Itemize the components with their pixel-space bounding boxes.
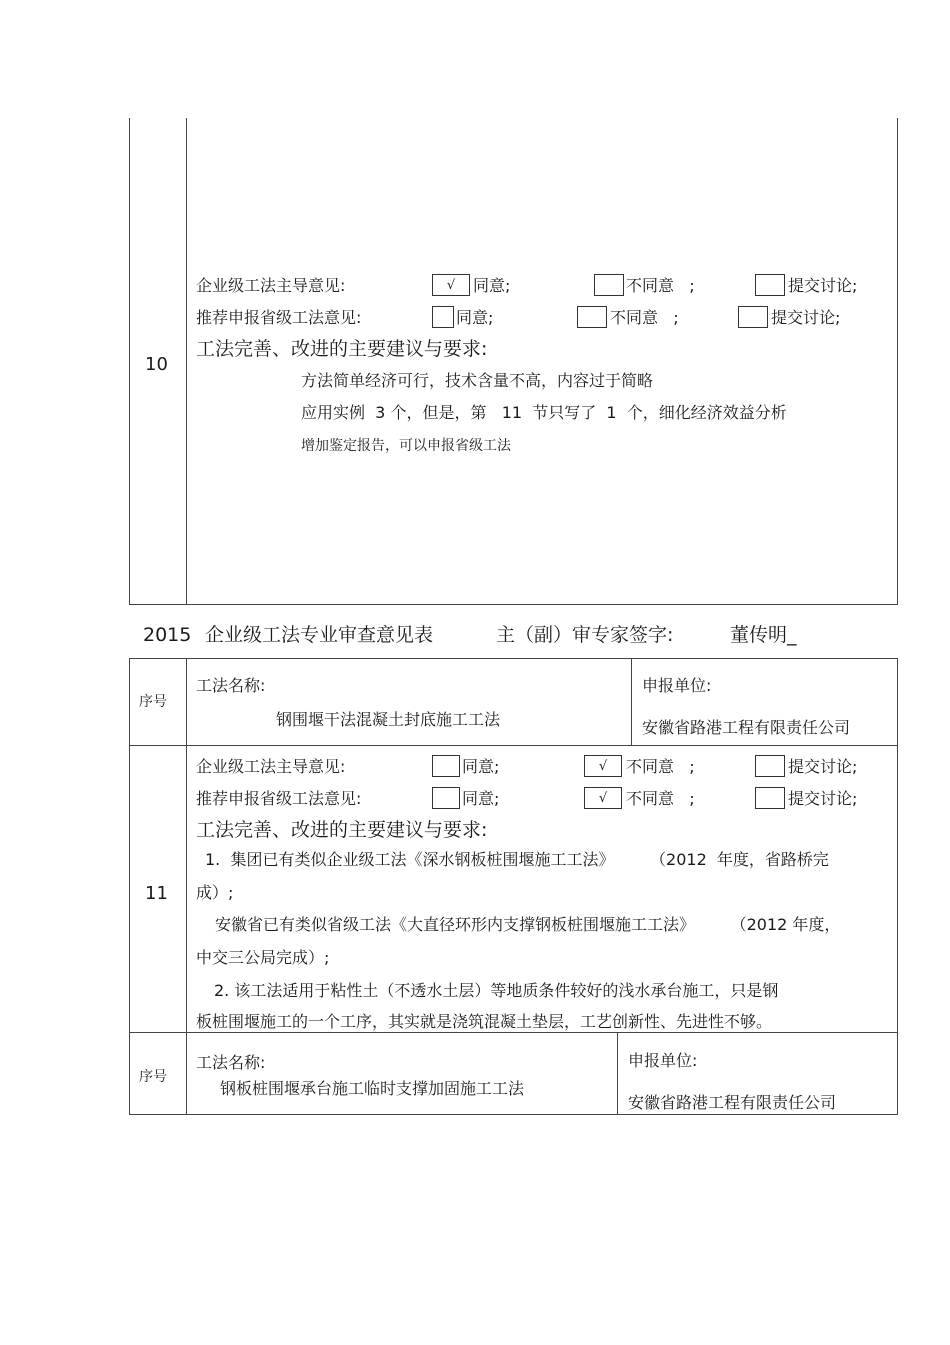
entry11-province-disagree-checkbox[interactable]: √ bbox=[584, 787, 622, 809]
entry11-seq-label: 序号 bbox=[139, 694, 167, 710]
entry11-suggestion-line: 2. 该工法适用于粘性土（不透水土层）等地质条件较好的浅水承台施工，只是钢 bbox=[214, 981, 779, 1000]
signature-label: 主（副）审专家签字: bbox=[496, 624, 674, 646]
table2-col-divider bbox=[186, 658, 187, 1115]
entry10-enterprise-label: 企业级工法主导意见: bbox=[196, 276, 346, 295]
entry10-number: 10 bbox=[145, 354, 168, 375]
entry11-suggestions-title: 工法完善、改进的主要建议与要求: bbox=[196, 819, 488, 841]
entry12-unit-name: 安徽省路港工程有限责任公司 bbox=[628, 1093, 837, 1112]
entry10-enterprise-disagree-checkbox[interactable] bbox=[594, 274, 624, 296]
entry10-enterprise-agree-label: 同意; bbox=[473, 276, 511, 295]
entry10-suggestion-line: 方法简单经济可行，技术含量不高，内容过于简略 bbox=[301, 371, 654, 390]
entry11-province-disagree-label: 不同意 ; bbox=[626, 789, 695, 808]
table1-col-divider bbox=[186, 118, 187, 605]
entry10-province-disagree-label: 不同意 ; bbox=[610, 308, 679, 327]
entry11-province-agree-checkbox[interactable] bbox=[432, 787, 460, 809]
entry11-suggestion-line: 1. 集团已有类似企业级工法《深水钢板桩围堰施工工法》 （2012 年度，省路桥完 bbox=[205, 850, 829, 869]
table2-row-divider-1 bbox=[129, 745, 898, 746]
signature-name: 董传明_ bbox=[730, 624, 797, 646]
entry10-province-discuss-label: 提交讨论; bbox=[771, 308, 841, 327]
entry11-province-discuss-checkbox[interactable] bbox=[755, 787, 785, 809]
table2-bottom-border bbox=[129, 1114, 898, 1115]
entry10-suggestions-title: 工法完善、改进的主要建议与要求: bbox=[196, 338, 488, 360]
entry10-enterprise-discuss-checkbox[interactable] bbox=[755, 274, 785, 296]
entry11-province-discuss-label: 提交讨论; bbox=[788, 789, 858, 808]
entry11-enterprise-agree-checkbox[interactable] bbox=[432, 755, 460, 777]
table2-top-border bbox=[129, 658, 898, 659]
entry11-suggestion-line: 板桩围堰施工的一个工序，其实就是浇筑混凝土垫层，工艺创新性、先进性不够。 bbox=[196, 1012, 773, 1031]
entry10-suggestion-line: 应用实例 3 个，但是，第 11 节只写了 1 个，细化经济效益分析 bbox=[301, 403, 787, 422]
entry12-method-name: 钢板桩围堰承台施工临时支撑加固施工工法 bbox=[220, 1079, 525, 1098]
form-title-year: 2015 bbox=[143, 624, 192, 646]
entry11-province-label: 推荐申报省级工法意见: bbox=[196, 789, 362, 808]
table1-right-border bbox=[897, 118, 898, 605]
entry11-method-name: 钢围堰干法混凝土封底施工工法 bbox=[276, 710, 501, 729]
entry11-enterprise-discuss-checkbox[interactable] bbox=[755, 755, 785, 777]
entry11-suggestion-line: 中交三公局完成）; bbox=[196, 948, 330, 967]
entry11-enterprise-agree-label: 同意; bbox=[462, 757, 500, 776]
entry10-enterprise-agree-checkbox[interactable]: √ bbox=[432, 274, 470, 296]
form-title: 企业级工法专业审查意见表 bbox=[205, 624, 434, 646]
table2-unit-divider-bottom bbox=[617, 1032, 618, 1115]
table2-right-border bbox=[897, 658, 898, 1115]
table1-bottom-border bbox=[129, 604, 898, 605]
entry11-enterprise-discuss-label: 提交讨论; bbox=[788, 757, 858, 776]
entry10-province-disagree-checkbox[interactable] bbox=[577, 306, 607, 328]
entry11-province-agree-label: 同意; bbox=[462, 789, 500, 808]
table2-unit-divider-top bbox=[631, 658, 632, 746]
entry11-enterprise-disagree-checkbox[interactable]: √ bbox=[584, 755, 622, 777]
entry11-unit-name: 安徽省路港工程有限责任公司 bbox=[642, 718, 851, 737]
entry11-method-label: 工法名称: bbox=[196, 676, 266, 695]
entry11-enterprise-disagree-label: 不同意 ; bbox=[626, 757, 695, 776]
table2-left-border bbox=[129, 658, 130, 1115]
entry10-province-label: 推荐申报省级工法意见: bbox=[196, 308, 362, 327]
entry11-suggestion-line: 安徽省已有类似省级工法《大直径环形内支撑钢板桩围堰施工工法》 （2012 年度， bbox=[215, 915, 841, 934]
entry12-seq-label: 序号 bbox=[139, 1069, 167, 1085]
table2-row-divider-2 bbox=[129, 1032, 898, 1033]
entry10-suggestion-line: 增加鉴定报告，可以申报省级工法 bbox=[301, 438, 511, 454]
entry10-enterprise-disagree-label: 不同意 ; bbox=[626, 276, 695, 295]
entry11-unit-label: 申报单位: bbox=[642, 676, 712, 695]
entry11-enterprise-label: 企业级工法主导意见: bbox=[196, 757, 346, 776]
table1-left-border bbox=[129, 118, 130, 605]
entry11-number: 11 bbox=[145, 883, 168, 904]
entry10-province-agree-checkbox[interactable] bbox=[432, 306, 454, 328]
entry10-province-agree-label: 同意; bbox=[456, 308, 494, 327]
entry12-unit-label: 申报单位: bbox=[628, 1051, 698, 1070]
entry10-enterprise-discuss-label: 提交讨论; bbox=[788, 276, 858, 295]
entry12-method-label: 工法名称: bbox=[196, 1053, 266, 1072]
entry11-suggestion-line: 成）; bbox=[196, 883, 234, 902]
entry10-province-discuss-checkbox[interactable] bbox=[738, 306, 768, 328]
